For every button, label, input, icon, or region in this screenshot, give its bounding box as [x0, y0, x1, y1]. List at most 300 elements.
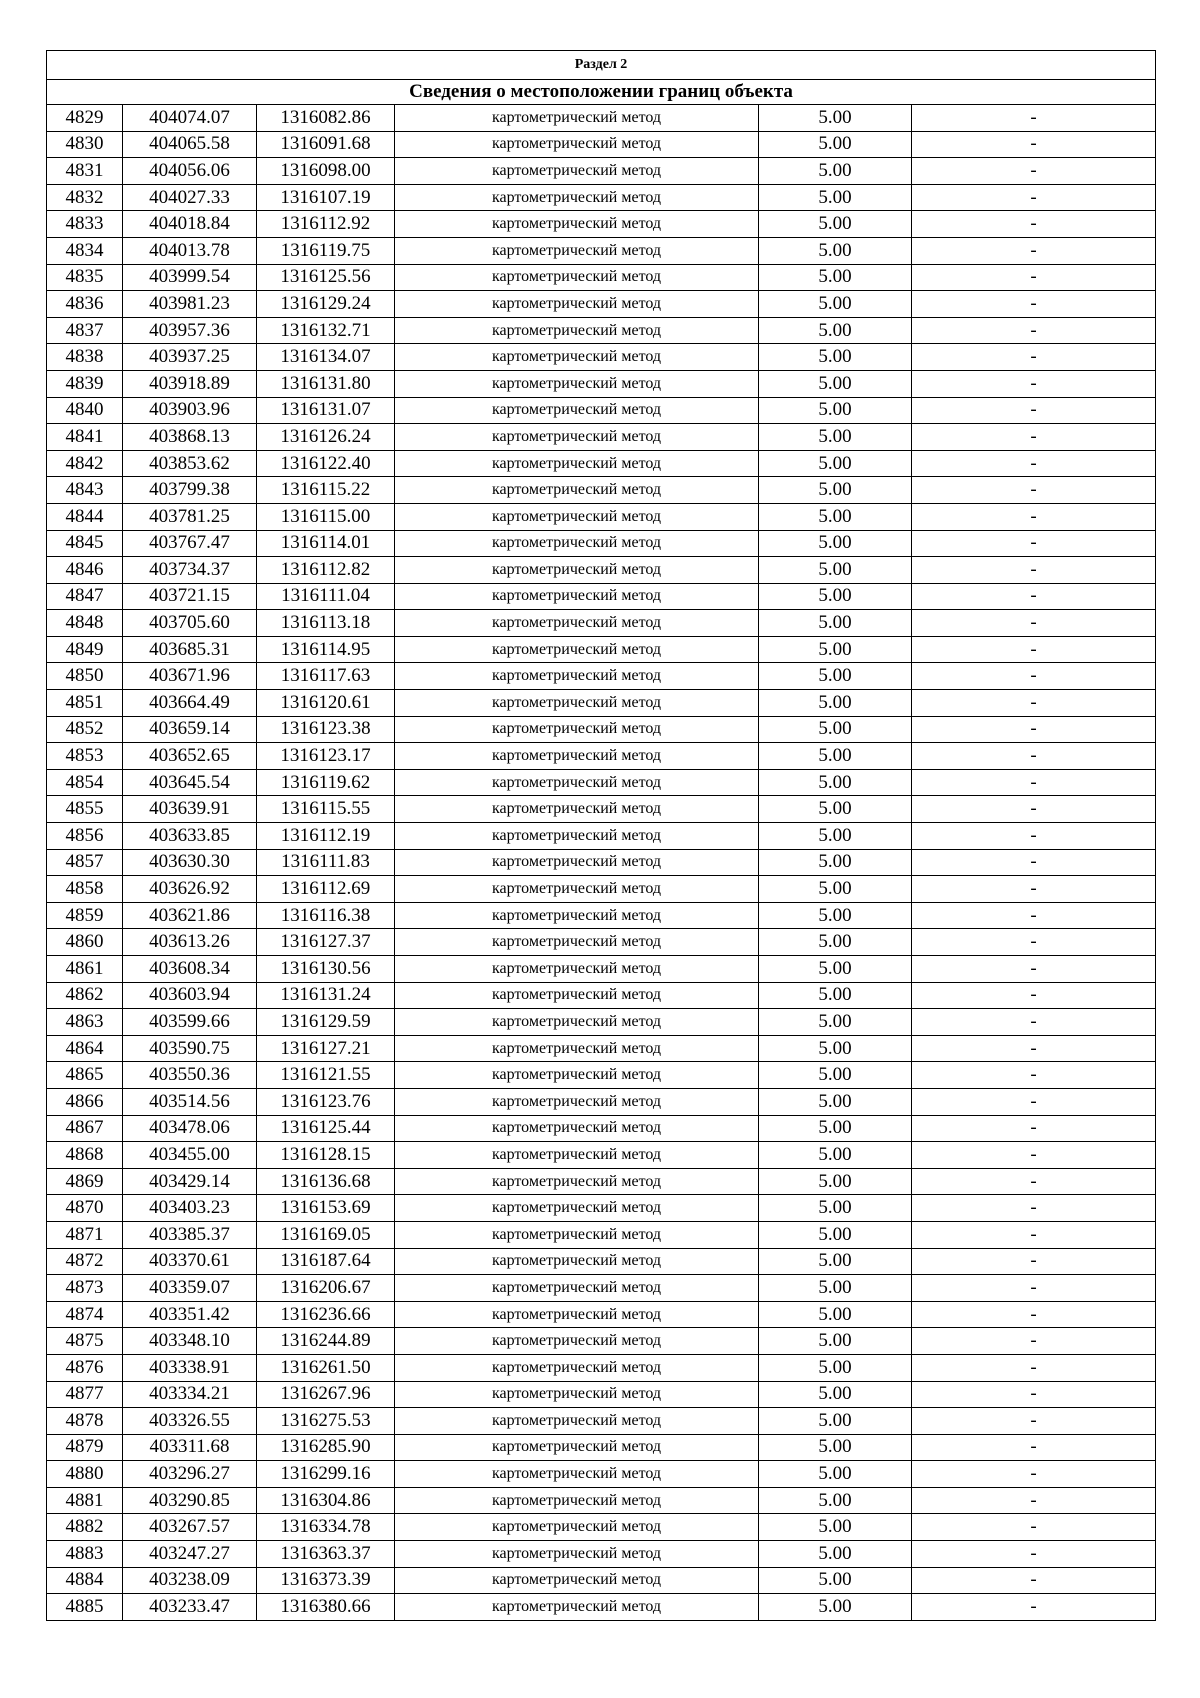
point-number-cell: 4833 [47, 211, 123, 238]
x-coordinate-cell: 404013.78 [123, 237, 257, 264]
x-coordinate-cell: 403385.37 [123, 1221, 257, 1248]
x-coordinate-cell: 403781.25 [123, 503, 257, 530]
note-cell: - [912, 876, 1156, 903]
point-number-cell: 4868 [47, 1142, 123, 1169]
point-number-cell: 4855 [47, 796, 123, 823]
table-row [47, 530, 1156, 557]
note-cell: - [912, 1461, 1156, 1488]
method-cell: картометрический метод [395, 211, 759, 238]
point-number-cell: 4853 [47, 743, 123, 770]
point-number-cell: 4846 [47, 557, 123, 584]
y-coordinate-cell: 1316131.07 [257, 397, 395, 424]
note-cell: - [912, 1301, 1156, 1328]
accuracy-cell: 5.00 [759, 690, 912, 717]
method-cell: картометрический метод [395, 503, 759, 530]
table-row [47, 796, 1156, 823]
point-number-cell: 4872 [47, 1248, 123, 1275]
accuracy-cell: 5.00 [759, 450, 912, 477]
point-number-cell: 4849 [47, 636, 123, 663]
accuracy-cell: 5.00 [759, 982, 912, 1009]
y-coordinate-cell: 1316380.66 [257, 1594, 395, 1621]
note-cell: - [912, 1275, 1156, 1302]
table-row [47, 211, 1156, 238]
note-cell: - [912, 583, 1156, 610]
method-cell: картометрический метод [395, 291, 759, 318]
note-cell: - [912, 743, 1156, 770]
y-coordinate-cell: 1316236.66 [257, 1301, 395, 1328]
table-row [47, 1408, 1156, 1435]
table-row [47, 344, 1156, 371]
method-cell: картометрический метод [395, 823, 759, 850]
point-number-cell: 4830 [47, 131, 123, 158]
accuracy-cell: 5.00 [759, 1487, 912, 1514]
note-cell: - [912, 902, 1156, 929]
y-coordinate-cell: 1316115.55 [257, 796, 395, 823]
method-cell: картометрический метод [395, 583, 759, 610]
table-row [47, 610, 1156, 637]
y-coordinate-cell: 1316116.38 [257, 902, 395, 929]
y-coordinate-cell: 1316304.86 [257, 1487, 395, 1514]
note-cell: - [912, 1062, 1156, 1089]
table-row [47, 1301, 1156, 1328]
note-cell: - [912, 1434, 1156, 1461]
x-coordinate-cell: 404074.07 [123, 105, 257, 132]
y-coordinate-cell: 1316123.17 [257, 743, 395, 770]
y-coordinate-cell: 1316153.69 [257, 1195, 395, 1222]
method-cell: картометрический метод [395, 743, 759, 770]
method-cell: картометрический метод [395, 1142, 759, 1169]
table-body [47, 51, 1156, 1621]
x-coordinate-cell: 403348.10 [123, 1328, 257, 1355]
table-row [47, 1248, 1156, 1275]
accuracy-cell: 5.00 [759, 317, 912, 344]
point-number-cell: 4869 [47, 1168, 123, 1195]
table-row [47, 1062, 1156, 1089]
method-cell: картометрический метод [395, 450, 759, 477]
y-coordinate-cell: 1316121.55 [257, 1062, 395, 1089]
y-coordinate-cell: 1316112.19 [257, 823, 395, 850]
x-coordinate-cell: 403238.09 [123, 1567, 257, 1594]
method-cell: картометрический метод [395, 237, 759, 264]
table-row [47, 317, 1156, 344]
method-cell: картометрический метод [395, 1487, 759, 1514]
x-coordinate-cell: 403626.92 [123, 876, 257, 903]
x-coordinate-cell: 403652.65 [123, 743, 257, 770]
accuracy-cell: 5.00 [759, 956, 912, 983]
y-coordinate-cell: 1316126.24 [257, 424, 395, 451]
point-number-cell: 4839 [47, 370, 123, 397]
accuracy-cell: 5.00 [759, 1434, 912, 1461]
accuracy-cell: 5.00 [759, 876, 912, 903]
note-cell: - [912, 1487, 1156, 1514]
method-cell: картометрический метод [395, 1434, 759, 1461]
method-cell: картометрический метод [395, 1088, 759, 1115]
y-coordinate-cell: 1316111.83 [257, 849, 395, 876]
accuracy-cell: 5.00 [759, 929, 912, 956]
point-number-cell: 4882 [47, 1514, 123, 1541]
method-cell: картометрический метод [395, 902, 759, 929]
accuracy-cell: 5.00 [759, 1088, 912, 1115]
method-cell: картометрический метод [395, 1115, 759, 1142]
note-cell: - [912, 530, 1156, 557]
x-coordinate-cell: 403608.34 [123, 956, 257, 983]
x-coordinate-cell: 403455.00 [123, 1142, 257, 1169]
x-coordinate-cell: 403550.36 [123, 1062, 257, 1089]
y-coordinate-cell: 1316132.71 [257, 317, 395, 344]
table-row [47, 131, 1156, 158]
point-number-cell: 4844 [47, 503, 123, 530]
table-row [47, 477, 1156, 504]
accuracy-cell: 5.00 [759, 1408, 912, 1435]
table-row [47, 264, 1156, 291]
x-coordinate-cell: 403903.96 [123, 397, 257, 424]
point-number-cell: 4863 [47, 1009, 123, 1036]
x-coordinate-cell: 403799.38 [123, 477, 257, 504]
point-number-cell: 4883 [47, 1541, 123, 1568]
method-cell: картометрический метод [395, 397, 759, 424]
point-number-cell: 4854 [47, 769, 123, 796]
section-label: Раздел 2 [47, 51, 1156, 80]
accuracy-cell: 5.00 [759, 105, 912, 132]
table-row [47, 105, 1156, 132]
y-coordinate-cell: 1316117.63 [257, 663, 395, 690]
method-cell: картометрический метод [395, 1328, 759, 1355]
note-cell: - [912, 424, 1156, 451]
accuracy-cell: 5.00 [759, 796, 912, 823]
y-coordinate-cell: 1316119.75 [257, 237, 395, 264]
table-row [47, 397, 1156, 424]
method-cell: картометрический метод [395, 1541, 759, 1568]
y-coordinate-cell: 1316244.89 [257, 1328, 395, 1355]
x-coordinate-cell: 403359.07 [123, 1275, 257, 1302]
note-cell: - [912, 1248, 1156, 1275]
table-row [47, 450, 1156, 477]
note-cell: - [912, 1594, 1156, 1621]
y-coordinate-cell: 1316206.67 [257, 1275, 395, 1302]
point-number-cell: 4865 [47, 1062, 123, 1089]
method-cell: картометрический метод [395, 1062, 759, 1089]
accuracy-cell: 5.00 [759, 1035, 912, 1062]
table-row [47, 1594, 1156, 1621]
accuracy-cell: 5.00 [759, 1009, 912, 1036]
x-coordinate-cell: 403403.23 [123, 1195, 257, 1222]
table-row [47, 583, 1156, 610]
boundary-coordinates-table [46, 50, 1156, 1621]
table-row [47, 769, 1156, 796]
method-cell: картометрический метод [395, 317, 759, 344]
y-coordinate-cell: 1316113.18 [257, 610, 395, 637]
note-cell: - [912, 1381, 1156, 1408]
table-row [47, 503, 1156, 530]
note-cell: - [912, 1142, 1156, 1169]
x-coordinate-cell: 403918.89 [123, 370, 257, 397]
y-coordinate-cell: 1316114.95 [257, 636, 395, 663]
note-cell: - [912, 370, 1156, 397]
note-cell: - [912, 397, 1156, 424]
accuracy-cell: 5.00 [759, 823, 912, 850]
table-row [47, 1115, 1156, 1142]
method-cell: картометрический метод [395, 849, 759, 876]
y-coordinate-cell: 1316115.00 [257, 503, 395, 530]
accuracy-cell: 5.00 [759, 370, 912, 397]
point-number-cell: 4842 [47, 450, 123, 477]
table-row [47, 237, 1156, 264]
table-row [47, 184, 1156, 211]
y-coordinate-cell: 1316111.04 [257, 583, 395, 610]
table-row [47, 956, 1156, 983]
table-row [47, 876, 1156, 903]
note-cell: - [912, 264, 1156, 291]
accuracy-cell: 5.00 [759, 610, 912, 637]
point-number-cell: 4864 [47, 1035, 123, 1062]
title-row [47, 80, 1156, 105]
table-row [47, 1275, 1156, 1302]
accuracy-cell: 5.00 [759, 902, 912, 929]
accuracy-cell: 5.00 [759, 131, 912, 158]
table-row [47, 1567, 1156, 1594]
x-coordinate-cell: 403999.54 [123, 264, 257, 291]
point-number-cell: 4835 [47, 264, 123, 291]
x-coordinate-cell: 403659.14 [123, 716, 257, 743]
table-row [47, 663, 1156, 690]
accuracy-cell: 5.00 [759, 1195, 912, 1222]
point-number-cell: 4876 [47, 1354, 123, 1381]
y-coordinate-cell: 1316122.40 [257, 450, 395, 477]
x-coordinate-cell: 403613.26 [123, 929, 257, 956]
accuracy-cell: 5.00 [759, 503, 912, 530]
y-coordinate-cell: 1316123.38 [257, 716, 395, 743]
note-cell: - [912, 131, 1156, 158]
note-cell: - [912, 557, 1156, 584]
x-coordinate-cell: 403603.94 [123, 982, 257, 1009]
point-number-cell: 4862 [47, 982, 123, 1009]
x-coordinate-cell: 403247.27 [123, 1541, 257, 1568]
note-cell: - [912, 503, 1156, 530]
table-row [47, 1328, 1156, 1355]
y-coordinate-cell: 1316285.90 [257, 1434, 395, 1461]
x-coordinate-cell: 404018.84 [123, 211, 257, 238]
note-cell: - [912, 450, 1156, 477]
x-coordinate-cell: 403514.56 [123, 1088, 257, 1115]
method-cell: картометрический метод [395, 1009, 759, 1036]
method-cell: картометрический метод [395, 105, 759, 132]
accuracy-cell: 5.00 [759, 636, 912, 663]
table-row [47, 743, 1156, 770]
y-coordinate-cell: 1316363.37 [257, 1541, 395, 1568]
accuracy-cell: 5.00 [759, 211, 912, 238]
note-cell: - [912, 823, 1156, 850]
table-row [47, 1221, 1156, 1248]
point-number-cell: 4836 [47, 291, 123, 318]
point-number-cell: 4866 [47, 1088, 123, 1115]
note-cell: - [912, 1354, 1156, 1381]
table-row [47, 557, 1156, 584]
x-coordinate-cell: 403267.57 [123, 1514, 257, 1541]
method-cell: картометрический метод [395, 1381, 759, 1408]
table-row [47, 823, 1156, 850]
note-cell: - [912, 237, 1156, 264]
x-coordinate-cell: 403311.68 [123, 1434, 257, 1461]
method-cell: картометрический метод [395, 982, 759, 1009]
y-coordinate-cell: 1316107.19 [257, 184, 395, 211]
accuracy-cell: 5.00 [759, 1541, 912, 1568]
x-coordinate-cell: 403351.42 [123, 1301, 257, 1328]
point-number-cell: 4877 [47, 1381, 123, 1408]
section-header-row [47, 51, 1156, 80]
note-cell: - [912, 663, 1156, 690]
note-cell: - [912, 796, 1156, 823]
y-coordinate-cell: 1316187.64 [257, 1248, 395, 1275]
y-coordinate-cell: 1316112.82 [257, 557, 395, 584]
point-number-cell: 4871 [47, 1221, 123, 1248]
accuracy-cell: 5.00 [759, 663, 912, 690]
method-cell: картометрический метод [395, 1195, 759, 1222]
x-coordinate-cell: 403326.55 [123, 1408, 257, 1435]
note-cell: - [912, 291, 1156, 318]
note-cell: - [912, 610, 1156, 637]
point-number-cell: 4880 [47, 1461, 123, 1488]
table-row [47, 716, 1156, 743]
point-number-cell: 4831 [47, 158, 123, 185]
method-cell: картометрический метод [395, 610, 759, 637]
x-coordinate-cell: 403639.91 [123, 796, 257, 823]
accuracy-cell: 5.00 [759, 1461, 912, 1488]
point-number-cell: 4837 [47, 317, 123, 344]
point-number-cell: 4852 [47, 716, 123, 743]
x-coordinate-cell: 404065.58 [123, 131, 257, 158]
y-coordinate-cell: 1316275.53 [257, 1408, 395, 1435]
point-number-cell: 4861 [47, 956, 123, 983]
table-row [47, 902, 1156, 929]
accuracy-cell: 5.00 [759, 1168, 912, 1195]
x-coordinate-cell: 403338.91 [123, 1354, 257, 1381]
point-number-cell: 4878 [47, 1408, 123, 1435]
accuracy-cell: 5.00 [759, 1115, 912, 1142]
table-row [47, 424, 1156, 451]
note-cell: - [912, 211, 1156, 238]
point-number-cell: 4843 [47, 477, 123, 504]
table-row [47, 1035, 1156, 1062]
y-coordinate-cell: 1316299.16 [257, 1461, 395, 1488]
point-number-cell: 4873 [47, 1275, 123, 1302]
accuracy-cell: 5.00 [759, 1062, 912, 1089]
x-coordinate-cell: 403233.47 [123, 1594, 257, 1621]
note-cell: - [912, 1514, 1156, 1541]
point-number-cell: 4857 [47, 849, 123, 876]
accuracy-cell: 5.00 [759, 583, 912, 610]
x-coordinate-cell: 403370.61 [123, 1248, 257, 1275]
table-row [47, 1168, 1156, 1195]
note-cell: - [912, 184, 1156, 211]
accuracy-cell: 5.00 [759, 158, 912, 185]
table-row [47, 1088, 1156, 1115]
point-number-cell: 4885 [47, 1594, 123, 1621]
table-row [47, 1461, 1156, 1488]
accuracy-cell: 5.00 [759, 184, 912, 211]
note-cell: - [912, 1195, 1156, 1222]
y-coordinate-cell: 1316136.68 [257, 1168, 395, 1195]
y-coordinate-cell: 1316129.24 [257, 291, 395, 318]
x-coordinate-cell: 403334.21 [123, 1381, 257, 1408]
y-coordinate-cell: 1316131.24 [257, 982, 395, 1009]
table-row [47, 291, 1156, 318]
x-coordinate-cell: 403937.25 [123, 344, 257, 371]
point-number-cell: 4881 [47, 1487, 123, 1514]
accuracy-cell: 5.00 [759, 530, 912, 557]
method-cell: картометрический метод [395, 1514, 759, 1541]
method-cell: картометрический метод [395, 264, 759, 291]
x-coordinate-cell: 403685.31 [123, 636, 257, 663]
y-coordinate-cell: 1316123.76 [257, 1088, 395, 1115]
accuracy-cell: 5.00 [759, 291, 912, 318]
note-cell: - [912, 769, 1156, 796]
accuracy-cell: 5.00 [759, 477, 912, 504]
y-coordinate-cell: 1316129.59 [257, 1009, 395, 1036]
note-cell: - [912, 158, 1156, 185]
note-cell: - [912, 1541, 1156, 1568]
x-coordinate-cell: 403721.15 [123, 583, 257, 610]
method-cell: картометрический метод [395, 184, 759, 211]
x-coordinate-cell: 403621.86 [123, 902, 257, 929]
table-row [47, 1541, 1156, 1568]
accuracy-cell: 5.00 [759, 264, 912, 291]
method-cell: картометрический метод [395, 530, 759, 557]
note-cell: - [912, 317, 1156, 344]
x-coordinate-cell: 403868.13 [123, 424, 257, 451]
y-coordinate-cell: 1316127.37 [257, 929, 395, 956]
x-coordinate-cell: 403630.30 [123, 849, 257, 876]
y-coordinate-cell: 1316128.15 [257, 1142, 395, 1169]
point-number-cell: 4851 [47, 690, 123, 717]
accuracy-cell: 5.00 [759, 557, 912, 584]
method-cell: картометрический метод [395, 477, 759, 504]
y-coordinate-cell: 1316098.00 [257, 158, 395, 185]
method-cell: картометрический метод [395, 1354, 759, 1381]
method-cell: картометрический метод [395, 663, 759, 690]
note-cell: - [912, 1168, 1156, 1195]
y-coordinate-cell: 1316261.50 [257, 1354, 395, 1381]
y-coordinate-cell: 1316112.69 [257, 876, 395, 903]
y-coordinate-cell: 1316115.22 [257, 477, 395, 504]
x-coordinate-cell: 403981.23 [123, 291, 257, 318]
x-coordinate-cell: 403290.85 [123, 1487, 257, 1514]
y-coordinate-cell: 1316373.39 [257, 1567, 395, 1594]
note-cell: - [912, 1221, 1156, 1248]
table-row [47, 1434, 1156, 1461]
point-number-cell: 4874 [47, 1301, 123, 1328]
point-number-cell: 4845 [47, 530, 123, 557]
y-coordinate-cell: 1316125.44 [257, 1115, 395, 1142]
y-coordinate-cell: 1316119.62 [257, 769, 395, 796]
method-cell: картометрический метод [395, 1168, 759, 1195]
note-cell: - [912, 344, 1156, 371]
point-number-cell: 4870 [47, 1195, 123, 1222]
note-cell: - [912, 477, 1156, 504]
point-number-cell: 4848 [47, 610, 123, 637]
accuracy-cell: 5.00 [759, 1328, 912, 1355]
y-coordinate-cell: 1316334.78 [257, 1514, 395, 1541]
note-cell: - [912, 1009, 1156, 1036]
note-cell: - [912, 956, 1156, 983]
x-coordinate-cell: 403296.27 [123, 1461, 257, 1488]
point-number-cell: 4841 [47, 424, 123, 451]
point-number-cell: 4859 [47, 902, 123, 929]
table-row [47, 1381, 1156, 1408]
x-coordinate-cell: 403429.14 [123, 1168, 257, 1195]
accuracy-cell: 5.00 [759, 1301, 912, 1328]
method-cell: картометрический метод [395, 344, 759, 371]
note-cell: - [912, 929, 1156, 956]
